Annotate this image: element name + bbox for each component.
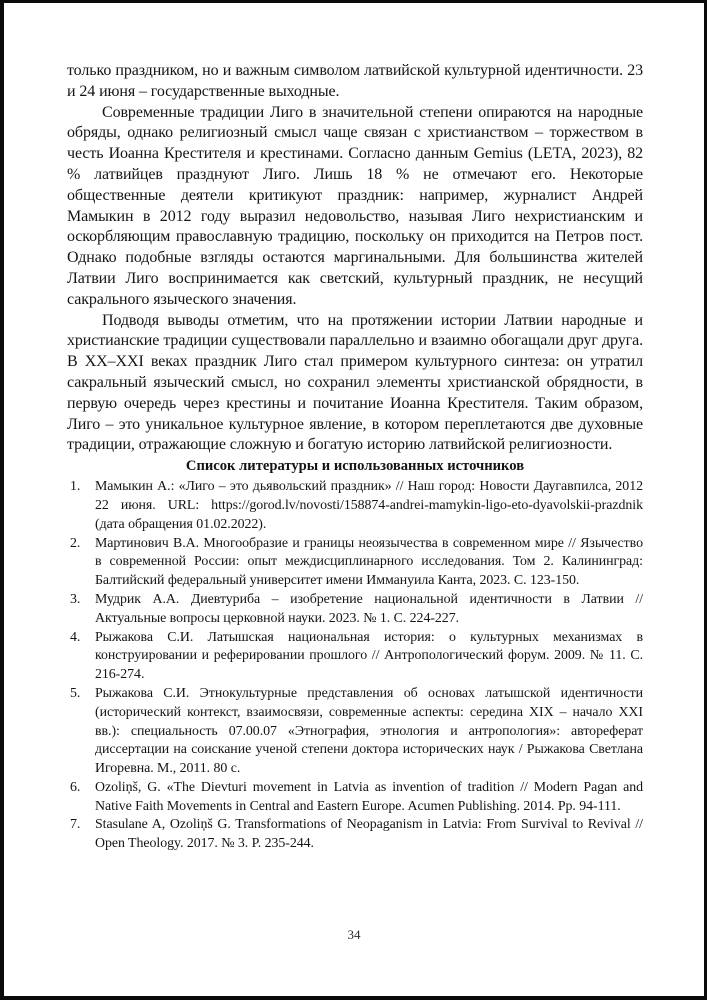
reference-text: Рыжакова С.И. Этнокультурные представления об основах латышской идентичности (исторический контекст, взаимосвязи, современные аспекты: середина XIX – начало XXI вв.): специальность 07.00.07 «Этнография, этнология и антропология»: автореферат диссертации на соискание ученой степени доктора исторических наук / Рыжакова Светлана Игоревна. М., 2011. 80 с. — [95, 685, 643, 777]
reference-text: Рыжакова С.И. Латышская национальная история: о культурных механизмах в конструировании и реферировании прошлого // Антропологический форум. 2009. № 11. С. 216-274. — [95, 629, 643, 683]
body-paragraph: Подводя выводы отметим, что на протяжении истории Латвии народные и христианские традиции существовали параллельно и взаимно обогащали друг друга. В XX–XXI веках праздник Лиго стал примером культурного синтеза: он утратил сакральный языческий смысл, но сохранил элементы христианской обрядности, в первую очередь через крестины и почитание Иоанна Крестителя. Таким образом, Лиго – это уникальное культурное явление, в котором переплетаются две духовные традиции, отражающие сложную и богатую историю латвийской религиозности. — [67, 311, 643, 454]
reference-number: 5. — [70, 685, 81, 701]
page-content — [67, 61, 643, 854]
page-number: 34 — [347, 927, 361, 942]
reference-number: 1. — [70, 479, 81, 495]
reference-number: 2. — [70, 535, 81, 551]
reference-text: Мудрик А.А. Диевтуриба – изобретение национальной идентичности в Латвии // Актуальные вопросы церковной науки. 2023. № 1. С. 224-227. — [95, 591, 643, 626]
reference-text: Мамыкин А.: «Лиго – это дьявольский праздник» // Наш город: Новости Даугавпилса, 2012 22 июня. URL: https://gorod.lv/novosti/158874-andrei-mamykin-ligo-eto-dyavolskii-prazdnik (дата обращения 01.02.2022). — [95, 479, 643, 532]
reference-item — [67, 478, 643, 534]
body-paragraph: только праздником, но и важным символом латвийской культурной идентичности. 23 и 24 июня – государственные выходные. — [67, 62, 643, 100]
reference-item — [67, 779, 643, 817]
bibliography-list — [67, 478, 643, 854]
reference-item — [67, 685, 643, 779]
body-paragraph: Современные традиции Лиго в значительной степени опираются на народные обряды, однако религиозный смысл чаще связан с христианством – торжеством в честь Иоанна Крестителя и крестинами. Согласно данным Gemius (LETA, 2023), 82 % латвийцев празднуют Лиго. Лишь 18 % не отмечают его. Некоторые общественные деятели критикуют праздник: например, журналист Андрей Мамыкин в 2012 году выразил недовольство, называя Лиго нехристианским и оскорбляющим православную традицию, поскольку он приходится на Петров пост. Однако подобные взгляды остаются маргинальными. Для большинства жителей Латвии Лиго воспринимается как светский, культурный праздник, не несущий сакрального языческого значения. — [67, 103, 643, 308]
reference-number: 6. — [70, 779, 81, 795]
reference-item — [67, 629, 643, 685]
bibliography-heading: Список литературы и использованных источников — [185, 458, 525, 475]
reference-number: 4. — [70, 629, 81, 645]
reference-item — [67, 535, 643, 591]
reference-number: 3. — [70, 591, 81, 607]
reference-item — [67, 816, 643, 854]
reference-text: Ozoliņš, G. «The Dievturi movement in Latvia as invention of tradition // Modern Pagan and Native Faith Movements in Central and Eastern Europe. Acumen Publishing. 2014. Pp. 94-111. — [95, 779, 643, 814]
reference-item — [67, 591, 643, 629]
reference-number: 7. — [70, 817, 81, 833]
reference-text: Мартинович В.А. Многообразие и границы неоязычества в современном мире // Язычество в современной России: опыт междисциплинарного исследования. Том 2. Калининград: Балтийский федеральный университет имени Иммануила Канта, 2023. С. 123-150. — [95, 535, 643, 589]
reference-text: Stasulane A, Ozoliņš G. Transformations of Neopaganism in Latvia: From Survival to Revival // Open Theology. 2017. № 3. P. 235-244. — [95, 817, 643, 852]
